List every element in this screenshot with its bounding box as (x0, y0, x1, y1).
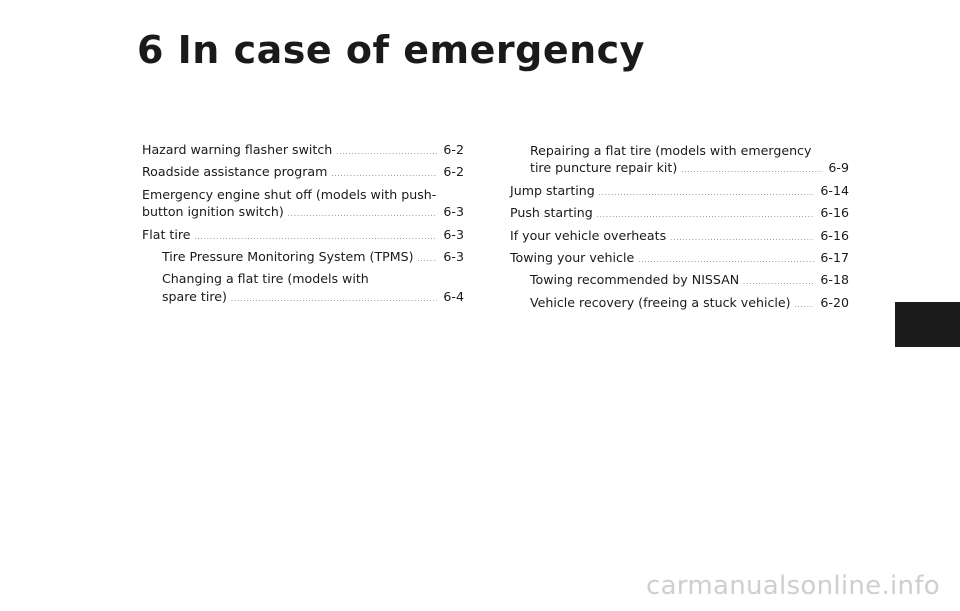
toc-page-number: 6-16 (820, 227, 849, 243)
toc-leader-dots (336, 144, 437, 161)
toc-leader-dots (331, 166, 437, 183)
toc-subentry[interactable] (142, 248, 464, 268)
toc-page-number: 6-17 (820, 250, 849, 266)
toc-leader-dots (288, 206, 438, 223)
toc-page-number: 6-3 (443, 204, 464, 220)
toc-entry-title-line: Repairing a flat tire (models with emergency (530, 143, 812, 158)
toc-entry-row (510, 227, 849, 247)
toc-entry-title: Roadside assistance program (142, 164, 328, 180)
toc-entry[interactable] (142, 186, 464, 224)
toc-entry-row (142, 203, 464, 223)
toc-entry-title: spare tire) (162, 288, 227, 304)
toc-subentry[interactable] (510, 294, 849, 314)
toc-entry-row (142, 163, 464, 183)
toc-page-number: 6-4 (443, 288, 464, 304)
toc-entry-title: Towing recommended by NISSAN (530, 272, 740, 288)
toc-entry-row (162, 248, 464, 268)
toc-leader-dots (597, 207, 815, 224)
toc-right-column (510, 142, 849, 316)
toc-leader-dots (681, 162, 822, 179)
toc-entry-row (162, 288, 464, 308)
toc-entry[interactable] (510, 182, 849, 202)
toc-entry[interactable] (142, 226, 464, 246)
toc-entry-row (510, 204, 849, 224)
toc-page-number: 6-3 (443, 249, 464, 265)
toc-entry[interactable] (142, 141, 464, 161)
toc-subentry[interactable] (142, 270, 464, 308)
toc-entry-title: Hazard warning flasher switch (142, 142, 333, 157)
toc-page-number: 6-3 (443, 226, 464, 242)
toc-page-number: 6-20 (820, 294, 849, 310)
toc-entry-title: Tire Pressure Monitoring System (TPMS) (162, 249, 414, 265)
toc-leader-dots (795, 297, 815, 314)
toc-entry-row (142, 141, 464, 161)
toc-entry-row (530, 271, 849, 291)
toc-entry-row (142, 226, 464, 246)
toc-page-number: 6-18 (820, 272, 849, 288)
toc-page-number: 6-14 (820, 182, 849, 198)
toc-leader-dots (743, 274, 814, 291)
toc-entry-row (530, 294, 849, 314)
toc-entry-title: Flat tire (142, 226, 191, 242)
toc-entry-title: Towing your vehicle (510, 250, 635, 266)
toc-entry[interactable] (510, 227, 849, 247)
toc-subentry[interactable] (510, 142, 849, 180)
toc-entry-title: If your vehicle overheats (510, 227, 667, 243)
toc-entry-title-line: Changing a flat tire (models with (162, 271, 369, 287)
toc-leader-dots (418, 251, 438, 268)
toc-leader-dots (670, 230, 814, 247)
toc-entry-row (530, 159, 849, 179)
toc-subentry[interactable] (510, 271, 849, 291)
toc-entry[interactable] (510, 249, 849, 269)
chapter-thumb-tab (895, 302, 960, 347)
toc-entry[interactable] (142, 163, 464, 183)
toc-left-column (142, 141, 464, 310)
toc-entry-title: Jump starting (510, 182, 595, 198)
toc-entry-title-line: Emergency engine shut off (models with push- (142, 186, 437, 202)
toc-leader-dots (195, 229, 438, 246)
toc-entry-title: Vehicle recovery (freeing a stuck vehicle) (530, 294, 791, 310)
toc-page-number: 6-16 (820, 205, 849, 221)
toc-page-number: 6-2 (443, 164, 464, 180)
toc-page-number: 6-2 (443, 142, 464, 157)
toc-leader-dots (638, 252, 814, 269)
toc-leader-dots (599, 185, 815, 202)
toc-leader-dots (231, 291, 437, 308)
toc-entry-title: button ignition switch) (142, 204, 284, 220)
toc-entry-row (510, 182, 849, 202)
toc-entry[interactable] (510, 204, 849, 224)
toc-page-number: 6-9 (828, 160, 849, 176)
chapter-title: 6 In case of emergency (137, 28, 645, 72)
toc-entry-title: Push starting (510, 205, 593, 221)
toc-entry-row (510, 249, 849, 269)
toc-entry-title: tire puncture repair kit) (530, 160, 678, 176)
watermark-text: carmanualsonline.info (645, 571, 940, 601)
